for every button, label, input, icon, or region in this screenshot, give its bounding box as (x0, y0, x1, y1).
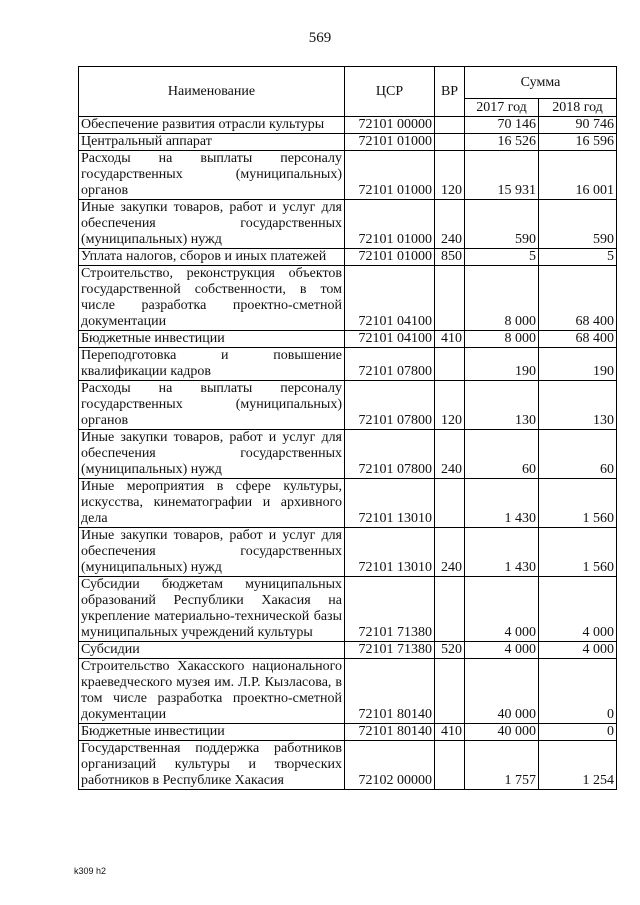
row-csr: 72101 04100 (345, 331, 435, 348)
row-2017: 5 (465, 249, 539, 266)
row-name: Строительство Хакасского национального краеведческого музея им. Л.Р. Кызласова, в том числе разработка проектно-сметной документации (79, 659, 345, 724)
row-2017: 590 (465, 200, 539, 249)
row-vr: 410 (435, 331, 465, 348)
row-2017: 8 000 (465, 331, 539, 348)
row-vr: 120 (435, 151, 465, 200)
row-vr: 120 (435, 381, 465, 430)
row-vr: 240 (435, 430, 465, 479)
row-csr: 72101 13010 (345, 528, 435, 577)
header-sum: Сумма (465, 67, 617, 99)
row-2018: 90 746 (539, 117, 617, 134)
table-row (79, 528, 617, 577)
row-name: Бюджетные инвестиции (79, 724, 345, 741)
table-body (79, 117, 617, 790)
row-2017: 1 757 (465, 741, 539, 790)
row-2018: 0 (539, 659, 617, 724)
row-2018: 1 254 (539, 741, 617, 790)
row-2018: 130 (539, 381, 617, 430)
row-name: Бюджетные инвестиции (79, 331, 345, 348)
row-2017: 15 931 (465, 151, 539, 200)
table-row (79, 659, 617, 724)
table-row (79, 266, 617, 331)
row-2018: 4 000 (539, 577, 617, 642)
row-csr: 72102 00000 (345, 741, 435, 790)
row-name: Уплата налогов, сборов и иных платежей (79, 249, 345, 266)
table-row (79, 577, 617, 642)
row-2017: 70 146 (465, 117, 539, 134)
row-name: Расходы на выплаты персоналу государственных (муниципальных) органов (79, 151, 345, 200)
table-row (79, 134, 617, 151)
row-name: Иные закупки товаров, работ и услуг для обеспечения государственных (муниципальных) нужд (79, 430, 345, 479)
table-row (79, 724, 617, 741)
row-2018: 68 400 (539, 266, 617, 331)
row-2018: 4 000 (539, 642, 617, 659)
row-name: Переподготовка и повышение квалификации кадров (79, 348, 345, 381)
table-row (79, 479, 617, 528)
row-2017: 4 000 (465, 642, 539, 659)
row-vr (435, 659, 465, 724)
table-row (79, 348, 617, 381)
row-2017: 60 (465, 430, 539, 479)
row-vr (435, 577, 465, 642)
row-vr: 240 (435, 200, 465, 249)
row-2018: 16 596 (539, 134, 617, 151)
row-2018: 0 (539, 724, 617, 741)
table-row (79, 381, 617, 430)
row-csr: 72101 07800 (345, 348, 435, 381)
table-row (79, 249, 617, 266)
header-year-2018: 2018 год (539, 99, 617, 117)
row-name: Иные закупки товаров, работ и услуг для обеспечения государственных (муниципальных) нужд (79, 528, 345, 577)
row-name: Иные закупки товаров, работ и услуг для обеспечения государственных (муниципальных) нужд (79, 200, 345, 249)
row-name: Расходы на выплаты персоналу государственных (муниципальных) органов (79, 381, 345, 430)
row-2018: 590 (539, 200, 617, 249)
row-2017: 40 000 (465, 659, 539, 724)
table-row (79, 430, 617, 479)
row-vr (435, 348, 465, 381)
row-csr: 72101 00000 (345, 117, 435, 134)
table-row (79, 200, 617, 249)
row-csr: 72101 04100 (345, 266, 435, 331)
header-csr: ЦСР (345, 67, 435, 117)
row-2018: 1 560 (539, 528, 617, 577)
footer-code: k309 h2 (74, 866, 107, 876)
row-2017: 130 (465, 381, 539, 430)
table-row (79, 642, 617, 659)
row-vr: 850 (435, 249, 465, 266)
row-vr (435, 266, 465, 331)
row-csr: 72101 80140 (345, 724, 435, 741)
row-csr: 72101 80140 (345, 659, 435, 724)
table-row (79, 741, 617, 790)
row-vr (435, 479, 465, 528)
row-name: Государственная поддержка работников организаций культуры и творческих работников в Республике Хакасия (79, 741, 345, 790)
row-2018: 68 400 (539, 331, 617, 348)
row-vr: 410 (435, 724, 465, 741)
header-year-2017: 2017 год (465, 99, 539, 117)
row-2018: 1 560 (539, 479, 617, 528)
table-row (79, 117, 617, 134)
row-vr (435, 741, 465, 790)
row-2017: 4 000 (465, 577, 539, 642)
table-row (79, 331, 617, 348)
row-csr: 72101 71380 (345, 577, 435, 642)
row-vr: 520 (435, 642, 465, 659)
row-csr: 72101 07800 (345, 430, 435, 479)
row-2017: 16 526 (465, 134, 539, 151)
row-2018: 5 (539, 249, 617, 266)
row-name: Строительство, реконструкция объектов государственной собственности, в том числе разработка проектно-сметной документации (79, 266, 345, 331)
row-2018: 190 (539, 348, 617, 381)
row-2017: 8 000 (465, 266, 539, 331)
row-name: Обеспечение развития отрасли культуры (79, 117, 345, 134)
row-2017: 1 430 (465, 479, 539, 528)
header-name: Наименование (79, 67, 345, 117)
table-row (79, 151, 617, 200)
row-vr: 240 (435, 528, 465, 577)
row-csr: 72101 01000 (345, 151, 435, 200)
row-csr: 72101 01000 (345, 134, 435, 151)
row-name: Субсидии (79, 642, 345, 659)
budget-table (78, 66, 617, 790)
row-vr (435, 117, 465, 134)
page-number: 569 (308, 30, 332, 46)
row-csr: 72101 01000 (345, 249, 435, 266)
row-2017: 190 (465, 348, 539, 381)
row-csr: 72101 13010 (345, 479, 435, 528)
row-vr (435, 134, 465, 151)
row-csr: 72101 01000 (345, 200, 435, 249)
row-csr: 72101 71380 (345, 642, 435, 659)
row-csr: 72101 07800 (345, 381, 435, 430)
header-vr: ВР (435, 67, 465, 117)
row-2017: 1 430 (465, 528, 539, 577)
row-name: Центральный аппарат (79, 134, 345, 151)
row-name: Иные мероприятия в сфере культуры, искусства, кинематографии и архивного дела (79, 479, 345, 528)
row-2018: 60 (539, 430, 617, 479)
row-2017: 40 000 (465, 724, 539, 741)
row-name: Субсидии бюджетам муниципальных образований Республики Хакасия на укрепление материально-технической базы муниципальных учреждений культуры (79, 577, 345, 642)
row-2018: 16 001 (539, 151, 617, 200)
